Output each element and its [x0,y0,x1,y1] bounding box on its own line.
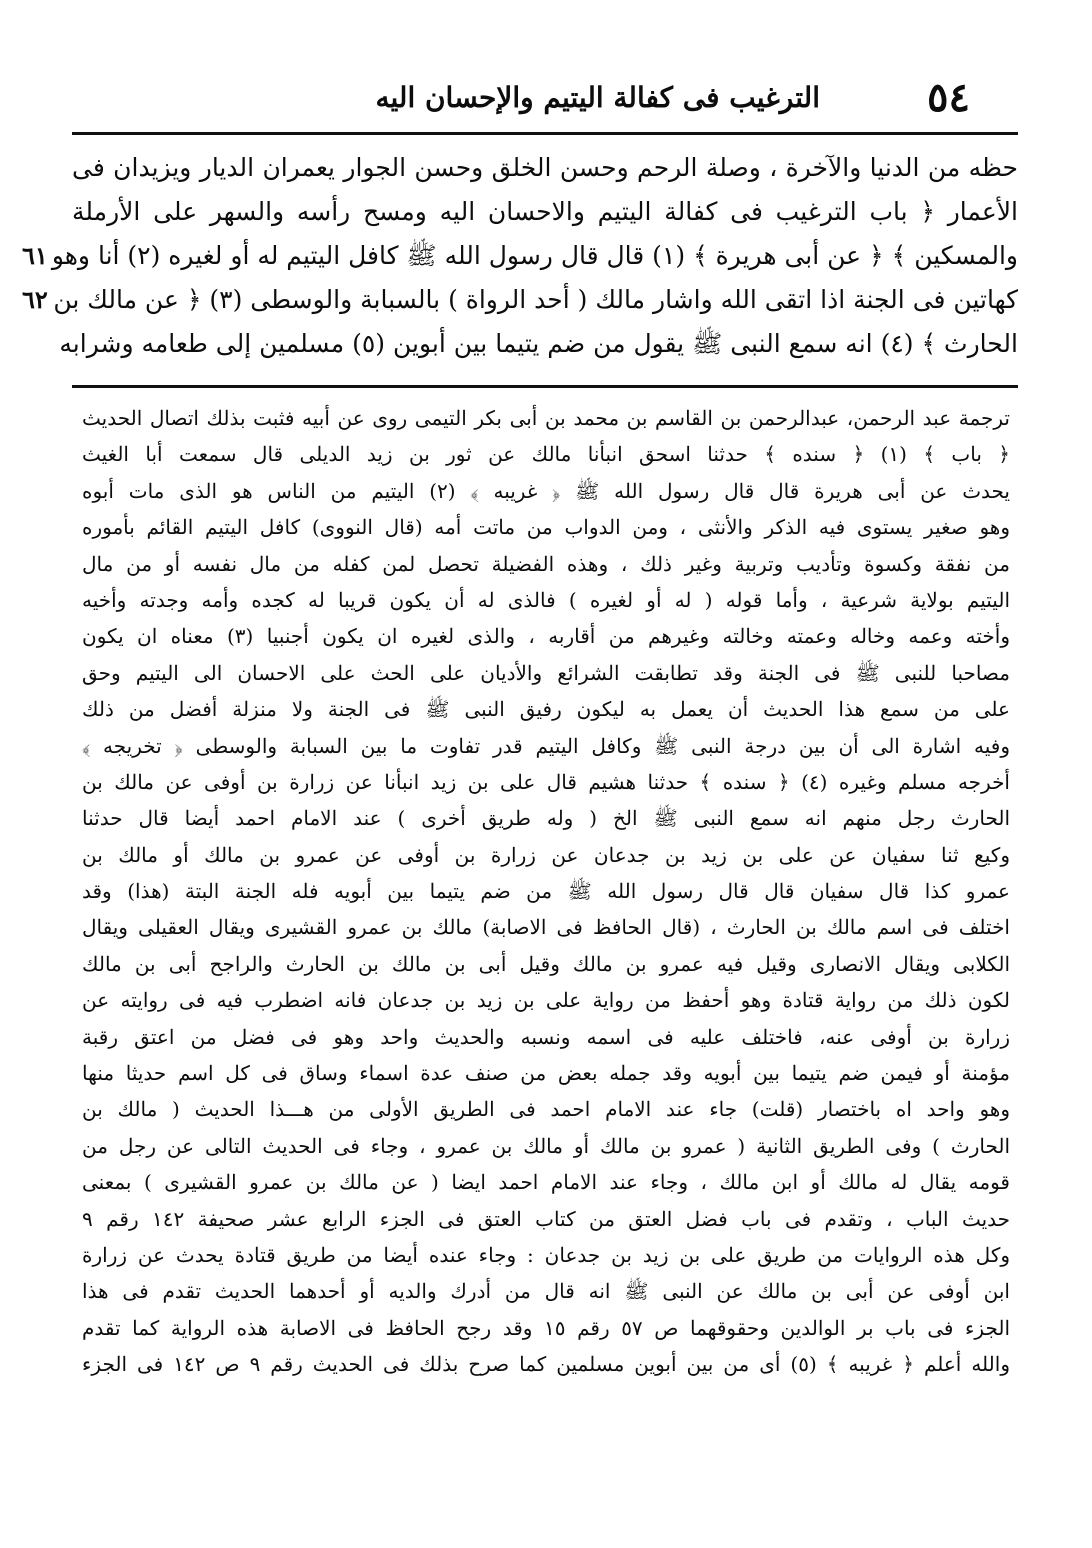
commentary-line: والله أعلم ﴿ غريبه ﴾ (٥) أى من بين أبوين مسلمين كما صرح بذلك فى الحديث رقم ٩ ص ١٤٢ فى الجزء [82,1352,1010,1377]
commentary-line: مؤمنة أو فيمن ضم يتيما بين أبويه وقد جمله بعض من صنف عدة اسماء وساق فى كل اسم حديثا منها [82,1061,1011,1086]
commentary-line: ترجمة عبد الرحمن، عبدالرحمن بن القاسم بن محمد بن أبى بكر التيمى روى عن أبيه فثبت بذلك اتصال الحديث [82,406,1010,430]
commentary-line: وكيع ثنا سفيان عن على بن زيد بن جدعان عن زرارة بن أوفى عن عمرو بن مالك أو مالك بن [82,842,1010,867]
commentary-line: عمرو كذا قال سفيان قال قال رسول الله ﷺ من ضم يتيما بين أبويه فله الجنة البتة (هذا) وقد [82,879,1010,904]
commentary-line: وهو صغير يستوى فيه الذكر والأنثى ، ومن الدواب من ماتت أمه (قال النووى) كافل اليتيم القائم بأموره [82,515,1010,540]
running-title: الترغيب فى كفالة اليتيم والإحسان اليه [375,81,820,114]
commentary-line: مصاحبا للنبى ﷺ فى الجنة وقد تطابقت الشرائع والأديان على الحث على الاحسان الى اليتيم وحق [82,660,1010,685]
header-rule [72,132,1018,135]
page-number: ٥٤ [927,74,970,121]
commentary-line: الحارث ) وفى الطريق الثانية ( عمرو بن مالك أو مالك بن عمرو ، وجاء فى الحديث التالى عن رجل من [82,1133,1011,1158]
commentary-line: وكل هذه الروايات من طريق على بن زيد بن جدعان : وجاء عنده أيضا من طريق قتادة يحدث عن زرارة [82,1242,1010,1267]
page-header [190,72,970,124]
commentary-line: حديث الباب ، وتقدم فى باب فضل العتق من كتاب العتق فى الجزء الرابع عشر صحيفة ١٤٢ رقم ٩ [82,1206,1011,1231]
commentary-block [82,400,1010,1383]
commentary-line: الجزء فى باب بر الوالدين وحقوقهما ص ٥٧ رقم ١٥ وقد رجح الحافظ فى الاصابة هذه الرواية كما تقدم [82,1315,1011,1340]
hadith-number: ٦٢ [22,285,48,314]
commentary-line: قومه يقال له مالك أو ابن مالك ، وجاء عند الامام احمد ايضا ( عن مالك بن عمرو القشيرى ) بمعنى [82,1170,1010,1195]
main-text-line: حظه من الدنيا والآخرة ، وصلة الرحم وحسن الخلق وحسن الجوار يعمران الديار ويزيدان فى [72,153,1018,182]
commentary-line: اليتيم بولاية شرعية ، وأما قوله ( له أو لغيره ) فالذى له أن يكون قريبا له كجده وأمه وجدته وأخيه [82,587,1010,612]
commentary-line: وفيه اشارة الى أن بين درجة النبى ﷺ وكافل اليتيم قدر تفاوت ما بين السبابة والوسطى ﴿ تخريجه ﴾ [82,733,1010,758]
commentary-line: وأخته وعمه وخاله وعمته وخالته وغيرهم من أقاربه ، والذى لغيره ان يكون أجنبيا (٣) معناه ان يكون [82,624,1011,649]
main-text-line: كهاتين فى الجنة اذا اتقى الله واشار مالك ( أحد الرواة ) بالسبابة والوسطى (٣) ﴿ عن مالك بن [53,285,1018,314]
main-text-line: الحارث ﴾ (٤) انه سمع النبى ﷺ يقول من ضم يتيما بين أبوين (٥) مسلمين إلى طعامه وشرابه [59,329,1018,358]
main-text-line: الأعمار ﴿ باب الترغيب فى كفالة اليتيم والاحسان اليه ومسح رأسه والسهر على الأرملة [72,197,1018,226]
commentary-line: من نفقة وكسوة وتأديب وتربية وغير ذلك ، وهذه الفضيلة تحصل لمن كفله من مال نفسه أو من مال [82,551,1010,576]
main-text-line: والمسكين ﴾ ﴿ عن أبى هريرة ﴾ (١) قال قال رسول الله ﷺ كافل اليتيم له أو لغيره (٢) أنا وهو [51,241,1018,270]
commentary-line: اختلف فى اسم مالك بن الحارث ، (قال الحافظ فى الاصابة) مالك بن عمرو القشيرى ويقال العقيلى ويقال [82,915,1010,940]
hadith-number: ٦١ [22,241,48,270]
commentary-line: وهو واحد اه باختصار (قلت) جاء عند الامام احمد فى الطريق الأولى من هـــذا الحديث ( مالك بن [82,1097,1010,1122]
commentary-line: لكون ذلك من رواية قتادة وهو أحفظ من رواية على بن زيد بن جدعان فانه اضطرب فيه فى روايته عن [82,988,1010,1013]
commentary-line: الكلابى ويقال الانصارى وقيل فيه عمرو بن مالك وقيل أبى بن مالك بن الحارث والراجح أبى بن مالك [82,951,1011,976]
main-text-block [51,146,1018,366]
commentary-line: على من سمع هذا الحديث أن يعمل به ليكون رفيق النبى ﷺ فى الجنة ولا منزلة أفضل من ذلك [82,697,1010,722]
commentary-line: الحارث رجل منهم انه سمع النبى ﷺ الخ ( وله طريق أخرى ) عند الامام احمد أيضا قال حدثنا [82,806,1010,831]
footnote-separator-rule [72,385,1018,388]
commentary-line: أخرجه مسلم وغيره (٤) ﴿ سنده ﴾ حدثنا هشيم قال على بن زيد انبأنا عن زرارة بن أوفى عن مالك بن [82,769,1010,794]
commentary-line: زرارة بن أوفى عنه، فاختلف عليه فى اسمه ونسبه والحديث واحد وهو فى فضل من اعتق رقبة [82,1024,1010,1049]
commentary-line: ابن أوفى عن أبى بن مالك عن النبى ﷺ انه قال من أدرك والديه أو أحدهما الحديث تقدم فى هذا [82,1279,1010,1304]
commentary-line: يحدث عن أبى هريرة قال قال رسول الله ﷺ ﴿ غريبه ﴾ (٢) اليتيم من الناس هو الذى مات أبوه [82,478,1010,503]
commentary-line: ﴿ باب ﴾ (١) ﴿ سنده ﴾ حدثنا اسحق انبأنا مالك عن ثور بن زيد الديلى قال سمعت أبا الغيث [82,442,1010,467]
